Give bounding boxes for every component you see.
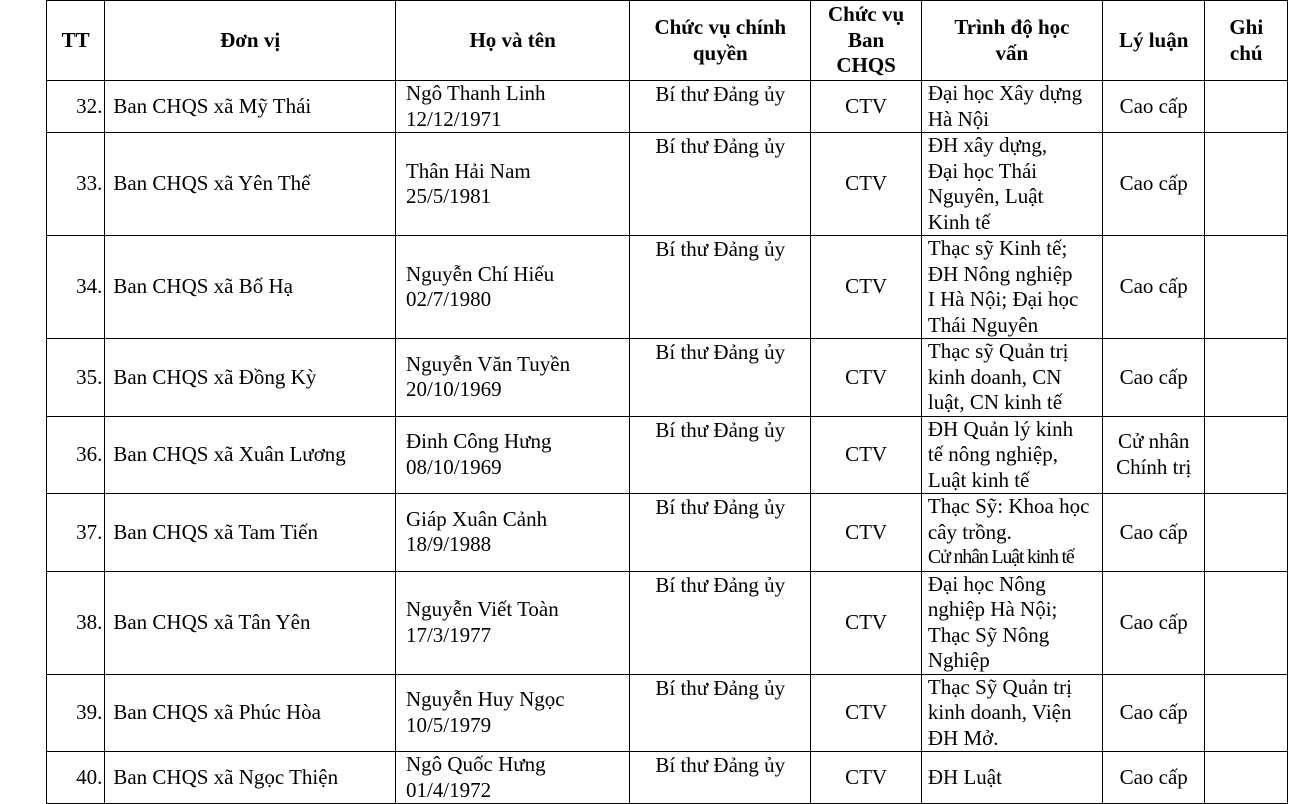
row-number: 32.	[47, 81, 105, 133]
education-line: Nguyên, Luật	[927, 184, 1044, 208]
person-dob: 12/12/1971	[405, 106, 502, 131]
education-line: kinh doanh, CN	[927, 364, 1062, 389]
person-cell	[395, 494, 629, 572]
theory-cell	[1102, 752, 1205, 804]
theory-line: Cao cấp	[1119, 274, 1188, 299]
header-chuc-vu-cq-line: quyền	[692, 40, 748, 65]
unit-name: Ban CHQS xã Đồng Kỳ	[105, 339, 396, 417]
education-cell	[921, 571, 1102, 674]
person-cell	[395, 133, 629, 236]
education-line: I Hà Nội; Đại học	[927, 287, 1079, 311]
note-cell	[1205, 674, 1288, 752]
education-line: Thạc Sỹ: Khoa học	[927, 494, 1090, 518]
person-dob: 01/4/1972	[405, 777, 492, 802]
theory-cell	[1102, 416, 1205, 494]
government-position: Bí thư Đảng ủy	[630, 236, 811, 339]
education-cell	[921, 494, 1102, 572]
personnel-table	[46, 0, 1288, 804]
chqs-position: CTV	[811, 674, 922, 752]
table-row	[47, 133, 1288, 236]
person-dob: 02/7/1980	[405, 287, 492, 311]
theory-line: Cao cấp	[1119, 364, 1188, 389]
header-chuc-vu-cq-line: Chức vụ chính	[654, 15, 787, 39]
note-cell	[1205, 416, 1288, 494]
theory-line: Cao cấp	[1119, 93, 1188, 118]
person-cell	[395, 339, 629, 417]
header-chuc-vu-ban-line: Ban	[847, 27, 885, 52]
header-trinh-do-line: vấn	[995, 40, 1029, 65]
education-line: Hà Nội	[927, 106, 990, 131]
header-ho-ten: Họ và tên	[395, 1, 629, 81]
government-position: Bí thư Đảng ủy	[630, 133, 811, 236]
education-line: Đại học Xây dựng	[927, 81, 1083, 105]
row-number: 38.	[47, 571, 105, 674]
person-dob: 18/9/1988	[405, 532, 492, 557]
education-line: ĐH Mở.	[927, 725, 999, 750]
table-row	[47, 571, 1288, 674]
theory-cell	[1102, 674, 1205, 752]
government-position: Bí thư Đảng ủy	[630, 81, 811, 133]
header-chuc-vu-chinh-quyen	[630, 1, 811, 81]
table-row	[47, 416, 1288, 494]
header-ghi-chu	[1205, 1, 1288, 81]
chqs-position: CTV	[811, 133, 922, 236]
theory-cell	[1102, 494, 1205, 572]
government-position: Bí thư Đảng ủy	[630, 494, 811, 572]
theory-cell	[1102, 133, 1205, 236]
theory-line: Cử nhân	[1117, 429, 1190, 454]
person-dob: 10/5/1979	[405, 712, 492, 737]
header-chuc-vu-ban-line: Chức vụ	[827, 2, 905, 27]
person-name: Ngô Thanh Linh	[405, 81, 546, 105]
row-number: 37.	[47, 494, 105, 572]
theory-cell	[1102, 236, 1205, 339]
theory-line: Cao cấp	[1119, 519, 1188, 544]
row-number: 35.	[47, 339, 105, 417]
education-cell	[921, 674, 1102, 752]
chqs-position: CTV	[811, 416, 922, 494]
table-row	[47, 674, 1288, 752]
person-name: Nguyễn Chí Hiếu	[405, 261, 555, 286]
person-dob: 25/5/1981	[405, 184, 492, 208]
table-row	[47, 81, 1288, 133]
note-cell	[1205, 494, 1288, 572]
person-name: Nguyễn Văn Tuyền	[405, 351, 571, 376]
education-line: ĐH Quản lý kinh	[927, 416, 1074, 441]
unit-name: Ban CHQS xã Tam Tiến	[105, 494, 396, 572]
theory-line: Cao cấp	[1119, 764, 1188, 789]
education-line: Luật kinh tế	[927, 467, 1030, 492]
education-line: Thạc Sỹ Quản trị	[927, 674, 1072, 699]
education-line: Đại học Thái	[927, 158, 1038, 183]
note-cell	[1205, 236, 1288, 339]
chqs-position: CTV	[811, 81, 922, 133]
chqs-position: CTV	[811, 339, 922, 417]
person-dob: 08/10/1969	[405, 454, 502, 479]
person-name: Nguyễn Viết Toàn	[405, 597, 559, 621]
chqs-position: CTV	[811, 494, 922, 572]
person-dob: 17/3/1977	[405, 622, 492, 647]
education-line: cây trồng.	[927, 519, 1012, 544]
government-position: Bí thư Đảng ủy	[630, 674, 811, 752]
person-dob: 20/10/1969	[405, 377, 502, 402]
header-chuc-vu-ban-line: CHQS	[836, 53, 896, 78]
unit-name: Ban CHQS xã Mỹ Thái	[105, 81, 396, 133]
header-trinh-do-line: Trình độ học	[954, 15, 1070, 39]
government-position: Bí thư Đảng ủy	[630, 752, 811, 804]
person-name: Nguyễn Huy Ngọc	[405, 687, 565, 712]
note-cell	[1205, 133, 1288, 236]
education-line: Kinh tế	[927, 209, 991, 234]
chqs-position: CTV	[811, 571, 922, 674]
note-cell	[1205, 81, 1288, 133]
row-number: 33.	[47, 133, 105, 236]
education-line: Thạc sỹ Kinh tế;	[927, 236, 1068, 260]
person-name: Thân Hải Nam	[405, 158, 531, 183]
education-line: Thái Nguyên	[927, 312, 1039, 337]
theory-cell	[1102, 339, 1205, 417]
person-cell	[395, 236, 629, 339]
unit-name: Ban CHQS xã Bố Hạ	[105, 236, 396, 339]
chqs-position: CTV	[811, 752, 922, 804]
education-cell	[921, 133, 1102, 236]
header-don-vi: Đơn vị	[105, 1, 396, 81]
education-cell	[921, 752, 1102, 804]
theory-line: Cao cấp	[1119, 609, 1188, 634]
header-chuc-vu-ban	[811, 1, 922, 81]
education-cell	[921, 236, 1102, 339]
person-name: Ngô Quốc Hưng	[405, 752, 546, 776]
education-line: Nghiệp	[927, 648, 990, 672]
education-line: Thạc sỹ Quản trị	[927, 339, 1069, 363]
header-ly-luan: Lý luận	[1102, 1, 1205, 81]
government-position: Bí thư Đảng ủy	[630, 339, 811, 417]
education-line: ĐH Luật	[927, 764, 1002, 789]
person-cell	[395, 752, 629, 804]
header-row	[47, 1, 1288, 81]
note-cell	[1205, 339, 1288, 417]
education-line: nghiệp Hà Nội;	[927, 597, 1058, 621]
row-number: 36.	[47, 416, 105, 494]
table-row	[47, 752, 1288, 804]
person-cell	[395, 416, 629, 494]
row-number: 34.	[47, 236, 105, 339]
theory-cell	[1102, 571, 1205, 674]
unit-name: Ban CHQS xã Yên Thế	[105, 133, 396, 236]
education-line: ĐH xây dựng,	[927, 133, 1048, 157]
unit-name: Ban CHQS xã Tân Yên	[105, 571, 396, 674]
government-position: Bí thư Đảng ủy	[630, 416, 811, 494]
table-row	[47, 236, 1288, 339]
table-row	[47, 494, 1288, 572]
row-number: 40.	[47, 752, 105, 804]
education-cell	[921, 416, 1102, 494]
person-name: Giáp Xuân Cảnh	[405, 506, 548, 531]
education-line: kinh doanh, Viện	[927, 700, 1072, 724]
chqs-position: CTV	[811, 236, 922, 339]
person-cell	[395, 81, 629, 133]
table-row	[47, 339, 1288, 417]
education-line: tế nông nghiệp,	[927, 442, 1058, 466]
education-cell	[921, 81, 1102, 133]
education-cell	[921, 339, 1102, 417]
unit-name: Ban CHQS xã Phúc Hòa	[105, 674, 396, 752]
person-cell	[395, 571, 629, 674]
header-ghi-chu-line: chú	[1229, 40, 1263, 65]
header-trinh-do	[921, 1, 1102, 81]
header-tt: TT	[47, 1, 105, 81]
theory-line: Chính trị	[1116, 454, 1192, 479]
education-line: luật, CN kinh tế	[927, 390, 1063, 414]
row-number: 39.	[47, 674, 105, 752]
unit-name: Ban CHQS xã Xuân Lương	[105, 416, 396, 494]
education-line: Đại học Nông	[927, 571, 1046, 596]
person-name: Đinh Công Hưng	[405, 429, 552, 454]
note-cell	[1205, 571, 1288, 674]
education-line: Thạc Sỹ Nông	[927, 622, 1050, 647]
theory-line: Cao cấp	[1119, 700, 1188, 724]
theory-line: Cao cấp	[1119, 171, 1188, 196]
note-cell	[1205, 752, 1288, 804]
education-line: Cử nhân Luật kinh tế	[927, 546, 1074, 568]
education-line: ĐH Nông nghiệp	[927, 261, 1073, 286]
government-position: Bí thư Đảng ủy	[630, 571, 811, 674]
header-ghi-chu-line: Ghi	[1229, 15, 1264, 39]
person-cell	[395, 674, 629, 752]
theory-cell	[1102, 81, 1205, 133]
unit-name: Ban CHQS xã Ngọc Thiện	[105, 752, 396, 804]
